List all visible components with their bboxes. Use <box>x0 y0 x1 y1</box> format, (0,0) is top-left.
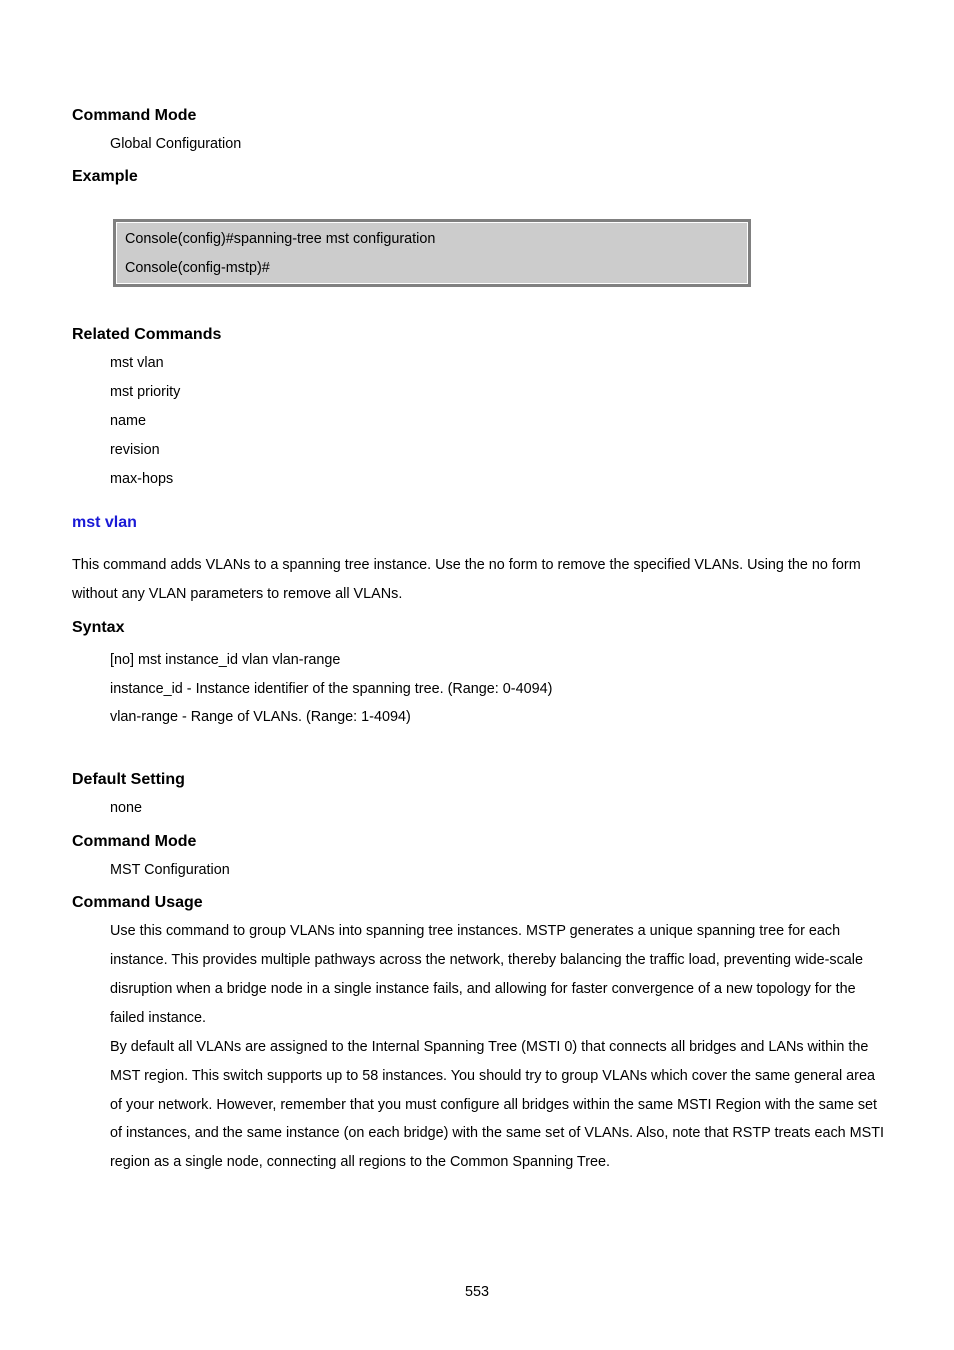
related-command-item: mst vlan <box>110 355 164 371</box>
usage-line: disruption when a bridge node in a single instance fails, and allowing for faster convergence of a new topology for the <box>110 981 856 997</box>
default-setting-heading: Default Setting <box>72 771 185 788</box>
command-mode-value: MST Configuration <box>110 862 230 878</box>
usage-line: of instances, and the same instance (on each bridge) with the same set of VLANs. Also, note that RSTP treats each MSTI <box>110 1125 885 1141</box>
console-line: Console(config)#spanning-tree mst configuration <box>125 231 436 247</box>
usage-line: region as a single node, connecting all regions to the Common Spanning Tree. <box>110 1154 610 1170</box>
command-title: mst vlan <box>72 514 137 531</box>
syntax-line: vlan-range - Range of VLANs. (Range: 1-4094) <box>110 709 411 725</box>
related-command-item: revision <box>110 442 160 458</box>
description-line: without any VLAN parameters to remove all VLANs. <box>72 586 403 602</box>
related-command-item: name <box>110 413 146 429</box>
syntax-line: [no] mst instance_id vlan vlan-range <box>110 652 341 668</box>
usage-line: By default all VLANs are assigned to the Internal Spanning Tree (MSTI 0) that connects all bridges and LANs within the <box>110 1039 869 1055</box>
console-line: Console(config-mstp)# <box>125 260 270 276</box>
usage-line: instance. This provides multiple pathways across the network, thereby balancing the traffic load, preventing wide-scale <box>110 952 863 968</box>
command-mode-heading: Command Mode <box>72 833 197 850</box>
usage-line: failed instance. <box>110 1010 206 1026</box>
example-heading: Example <box>72 168 138 185</box>
console-example-box <box>113 219 751 287</box>
command-mode-heading: Command Mode <box>72 107 197 124</box>
related-command-item: max-hops <box>110 471 174 487</box>
command-mode-value: Global Configuration <box>110 136 242 152</box>
default-setting-value: none <box>110 800 143 816</box>
usage-line: of your network. However, remember that you must configure all bridges within the same MSTI Region with the same set <box>110 1097 878 1113</box>
syntax-heading: Syntax <box>72 619 125 636</box>
related-commands-heading: Related Commands <box>72 326 222 343</box>
page-number: 553 <box>464 1284 489 1300</box>
description-line: This command adds VLANs to a spanning tree instance. Use the no form to remove the specified VLANs. Using the no form <box>72 557 861 573</box>
syntax-line: instance_id - Instance identifier of the spanning tree. (Range: 0-4094) <box>110 681 553 697</box>
usage-line: Use this command to group VLANs into spanning tree instances. MSTP generates a unique spanning tree for each <box>110 923 841 939</box>
usage-line: MST region. This switch supports up to 58 instances. You should try to group VLANs which cover the same general area <box>110 1068 875 1084</box>
command-usage-heading: Command Usage <box>72 894 203 911</box>
related-command-item: mst priority <box>110 384 181 400</box>
